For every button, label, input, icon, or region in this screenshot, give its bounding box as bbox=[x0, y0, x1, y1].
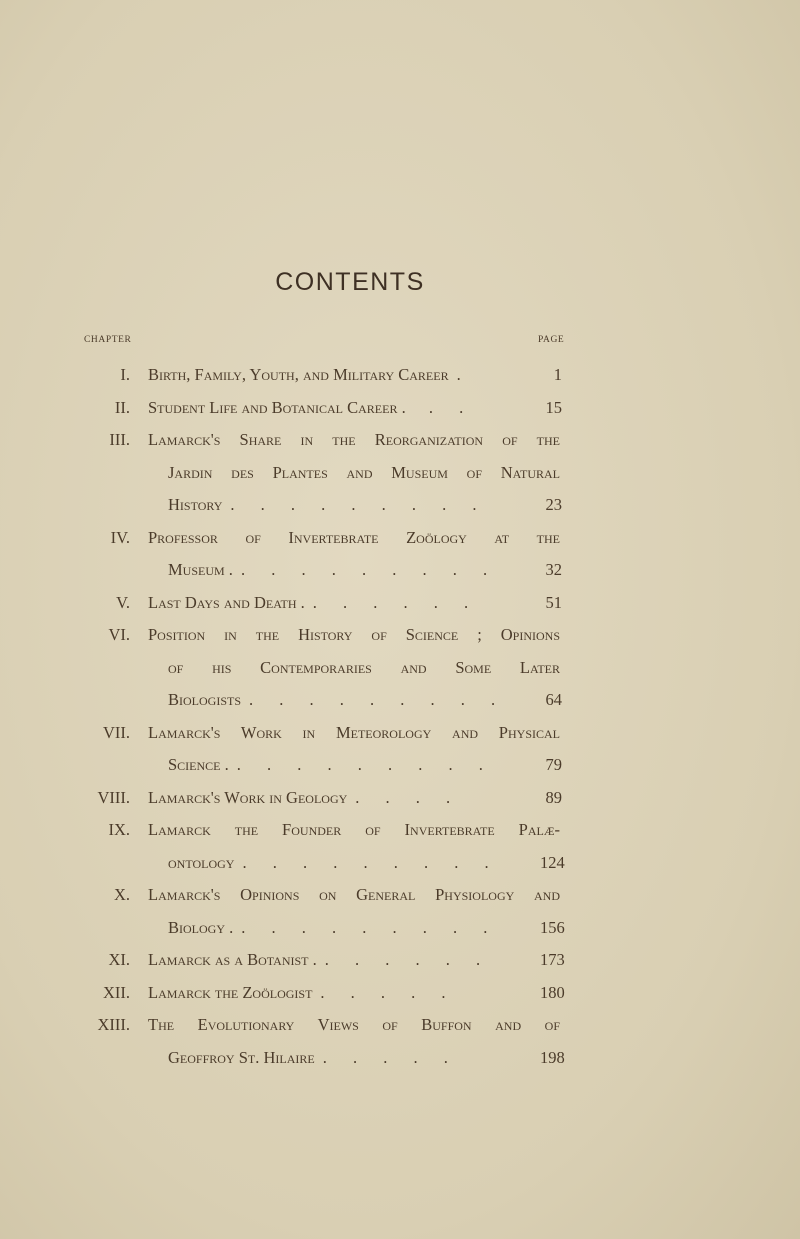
chapter-number: V. bbox=[116, 592, 130, 612]
chapter-number: IV. bbox=[110, 527, 130, 547]
toc-entry bbox=[0, 427, 800, 460]
chapter-title bbox=[148, 362, 552, 388]
chapter-title bbox=[148, 395, 552, 421]
chapter-number: VIII. bbox=[97, 787, 130, 807]
toc-entry-continuation bbox=[0, 915, 800, 948]
chapter-title bbox=[148, 817, 560, 843]
chapter-column-header: CHAPTER bbox=[84, 335, 132, 345]
chapter-title-text: Lamarck as a Botanist . bbox=[148, 950, 317, 969]
dot-leader: . . . . . . bbox=[312, 592, 480, 612]
dot-leader: . . . . . bbox=[322, 1047, 459, 1067]
chapter-title bbox=[148, 590, 552, 616]
toc-entry-continuation bbox=[0, 850, 800, 883]
dot-leader: . . . . . . . . . bbox=[241, 917, 499, 937]
toc-entry-continuation bbox=[0, 752, 800, 785]
page-number: 173 bbox=[540, 950, 565, 969]
chapter-title bbox=[168, 460, 560, 486]
toc-entry-continuation bbox=[0, 687, 800, 720]
toc-entry-continuation bbox=[0, 492, 800, 525]
toc-entry bbox=[0, 882, 800, 915]
dot-leader: . . . . . . . . . bbox=[236, 755, 494, 774]
dot-leader: . . . . . bbox=[320, 982, 457, 1002]
toc-entry bbox=[0, 785, 800, 818]
chapter-title-text: The Evolutionary Views of Buffon and of bbox=[148, 1015, 560, 1034]
toc-entry-continuation bbox=[0, 1045, 800, 1078]
chapter-number: XIII. bbox=[97, 1015, 130, 1034]
dot-leader: . . bbox=[413, 397, 475, 417]
page-number: 23 bbox=[545, 495, 562, 514]
chapter-title-text: History bbox=[168, 495, 223, 514]
chapter-title bbox=[148, 427, 560, 453]
table-of-contents bbox=[0, 362, 800, 1077]
toc-entry-continuation bbox=[0, 655, 800, 688]
chapter-title bbox=[168, 850, 552, 876]
chapter-title bbox=[168, 492, 552, 518]
chapter-title-text: Lamarck the Founder of Invertebrate Palæ- bbox=[148, 820, 560, 839]
toc-entry-continuation bbox=[0, 557, 800, 590]
toc-entry bbox=[0, 525, 800, 558]
dot-leader: . . . . . . bbox=[324, 950, 492, 969]
toc-entry bbox=[0, 817, 800, 850]
toc-entry bbox=[0, 1012, 800, 1045]
dot-leader: . bbox=[456, 365, 472, 384]
chapter-number: XII. bbox=[102, 982, 130, 1002]
toc-entry bbox=[0, 947, 800, 980]
page-number: 198 bbox=[540, 1047, 565, 1067]
page-number: 180 bbox=[540, 982, 565, 1002]
chapter-number: I. bbox=[120, 365, 130, 384]
chapter-title-text: Student Life and Botanical Career . bbox=[148, 397, 406, 417]
dot-leader: . . . . . . . . . bbox=[242, 852, 500, 872]
toc-entry bbox=[0, 395, 800, 428]
toc-entry bbox=[0, 362, 800, 395]
chapter-title bbox=[168, 687, 552, 713]
chapter-title bbox=[148, 882, 560, 908]
chapter-title bbox=[148, 525, 560, 551]
page-number: 1 bbox=[553, 365, 562, 384]
chapter-title bbox=[148, 980, 552, 1006]
chapter-title bbox=[148, 622, 560, 648]
chapter-title bbox=[148, 720, 560, 746]
page-number: 124 bbox=[540, 852, 565, 872]
chapter-title-text: of his Contemporaries and Some Later bbox=[168, 657, 560, 677]
chapter-title-text: Science . bbox=[168, 755, 229, 774]
dot-leader: . . . . . . . . . bbox=[230, 495, 488, 514]
chapter-title bbox=[168, 655, 560, 681]
dot-leader: . . . . bbox=[355, 787, 462, 807]
chapter-number: XI. bbox=[108, 950, 130, 969]
chapter-title bbox=[168, 557, 552, 583]
dot-leader: . . . . . . . . . bbox=[249, 690, 507, 709]
chapter-title-text: Last Days and Death . bbox=[148, 592, 305, 612]
chapter-title-text: Professor of Invertebrate Zoölogy at the bbox=[148, 527, 560, 547]
chapter-number: IX. bbox=[108, 820, 130, 839]
chapter-title bbox=[148, 1012, 560, 1038]
chapter-title-text: Birth, Family, Youth, and Military Career bbox=[148, 365, 449, 384]
toc-entry bbox=[0, 622, 800, 655]
page-number: 32 bbox=[545, 560, 562, 579]
chapter-title-text: Jardin des Plantes and Museum of Natural bbox=[168, 462, 560, 482]
chapter-title-text: Lamarck's Share in the Reorganization of the bbox=[148, 430, 560, 449]
chapter-title-text: Geoffroy St. Hilaire bbox=[168, 1047, 315, 1067]
page-column-header: PAGE bbox=[538, 335, 565, 345]
chapter-title bbox=[168, 752, 552, 778]
page-number: 51 bbox=[545, 592, 562, 612]
toc-entry-continuation bbox=[0, 460, 800, 493]
chapter-title-text: ontology bbox=[168, 852, 235, 872]
chapter-title bbox=[168, 915, 552, 941]
toc-entry bbox=[0, 590, 800, 623]
chapter-number: VII. bbox=[102, 722, 130, 742]
chapter-title-text: Lamarck's Work in Geology bbox=[148, 787, 348, 807]
dot-leader: . . . . . . . . . bbox=[240, 560, 499, 579]
chapter-title-text: Position in the History of Science ; Opinions bbox=[148, 625, 560, 644]
chapter-title bbox=[168, 1045, 552, 1071]
chapter-number: II. bbox=[114, 397, 130, 417]
toc-entry bbox=[0, 720, 800, 753]
chapter-title-text: Biologists bbox=[168, 690, 242, 709]
chapter-title-text: Lamarck's Work in Meteorology and Physical bbox=[148, 722, 560, 742]
page-number: 15 bbox=[545, 397, 562, 417]
chapter-title-text: Lamarck the Zoölogist bbox=[148, 982, 313, 1002]
page-number: 79 bbox=[545, 755, 562, 774]
chapter-number: III. bbox=[109, 430, 130, 449]
page-number: 89 bbox=[545, 787, 562, 807]
page-number: 64 bbox=[545, 690, 562, 709]
page-number: 156 bbox=[540, 917, 565, 937]
chapter-number: VI. bbox=[108, 625, 130, 644]
chapter-title bbox=[148, 785, 552, 811]
chapter-number: X. bbox=[113, 885, 130, 904]
chapter-title-text: Museum . bbox=[168, 560, 233, 579]
page-title: CONTENTS bbox=[275, 268, 425, 296]
chapter-title bbox=[148, 947, 552, 973]
toc-entry bbox=[0, 980, 800, 1013]
chapter-title-text: Biology . bbox=[168, 917, 234, 937]
chapter-title-text: Lamarck's Opinions on General Physiology and bbox=[148, 885, 560, 904]
